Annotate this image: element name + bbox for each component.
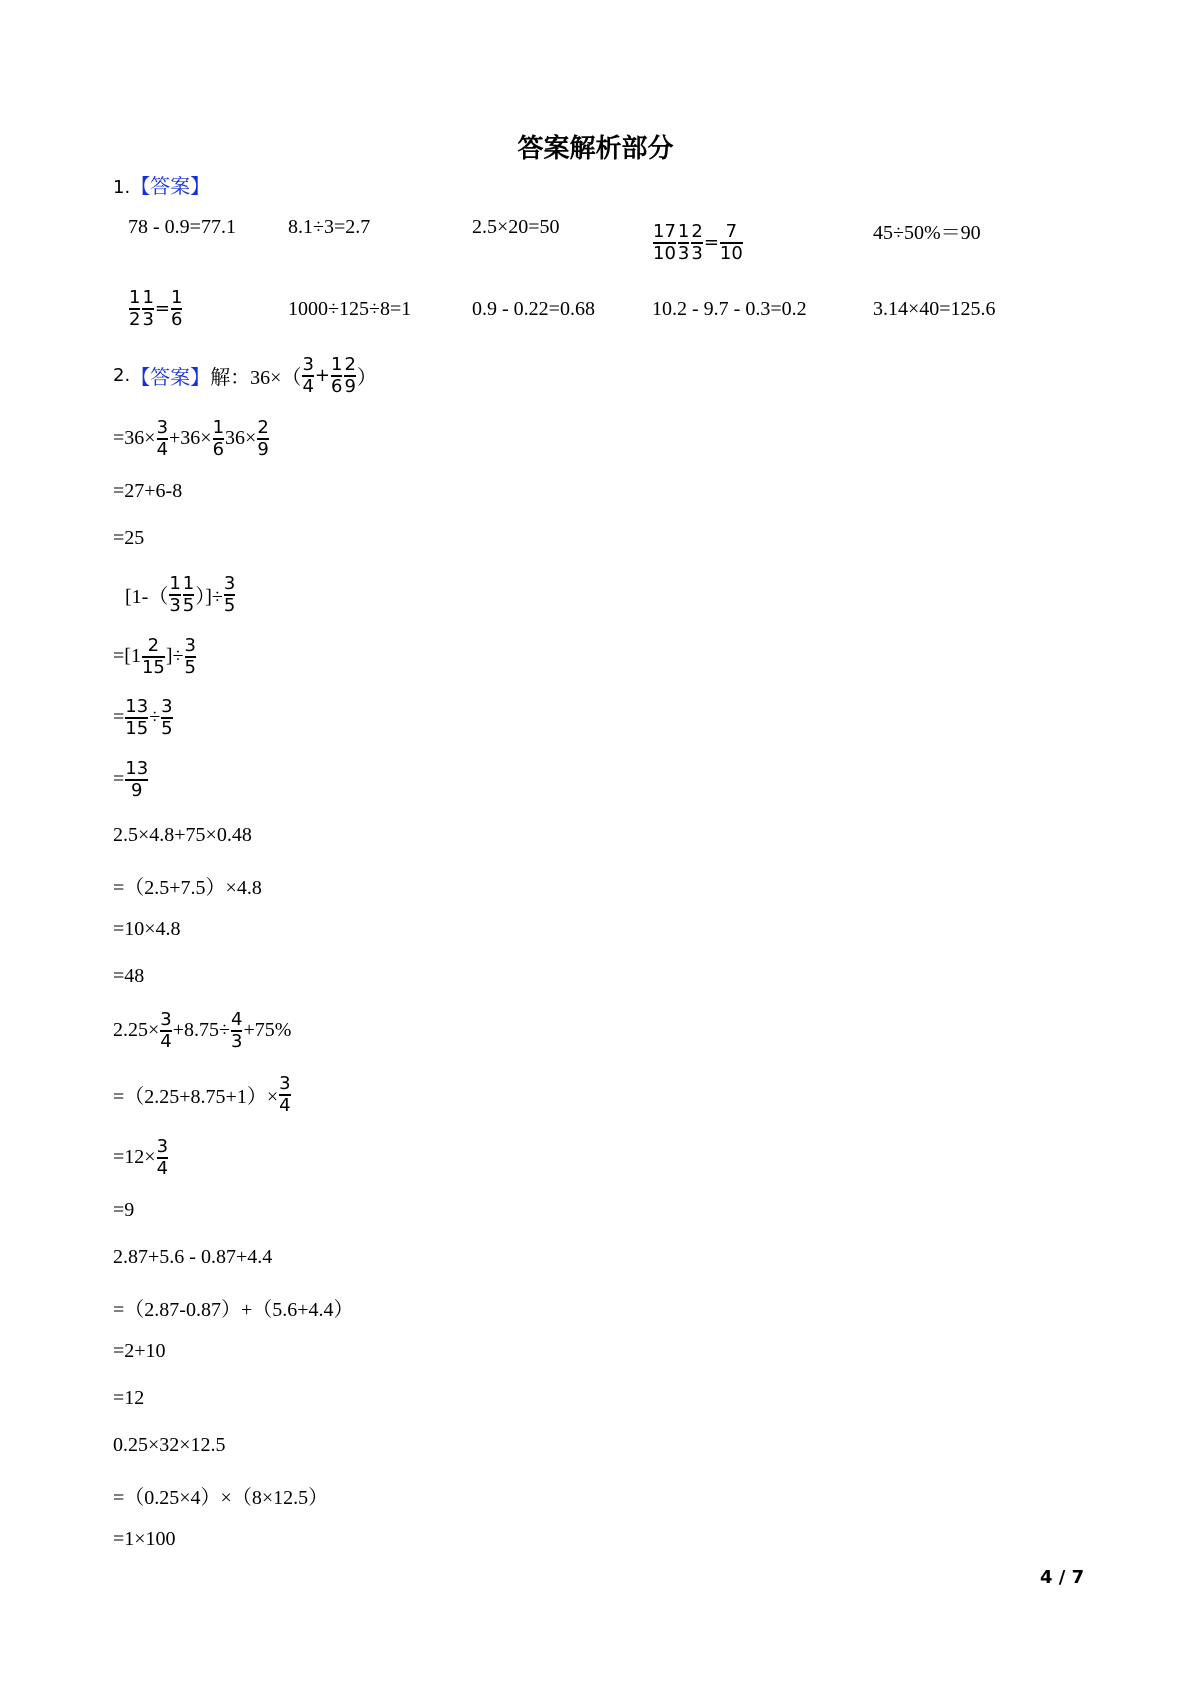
numerator: 3: [279, 1073, 291, 1094]
expression-text: =（2.25+8.75+1）×: [113, 1086, 279, 1109]
expression-text: [1-（: [125, 586, 169, 609]
expression-text: =12×: [113, 1146, 156, 1169]
numerator: 2: [691, 221, 703, 242]
denominator: 3: [169, 594, 181, 616]
q1-r1-c3: 2.5×20=50: [472, 216, 560, 238]
expression-text: +: [314, 365, 331, 387]
numerator: 2: [344, 354, 356, 375]
fraction: [224, 574, 235, 616]
q2-line-9: 2.5×4.8+75×0.48: [113, 824, 252, 846]
q1-r1-c1: 78 - 0.9=77.1: [128, 216, 236, 238]
numerator: 3: [184, 635, 196, 656]
q2-line-7: [113, 697, 174, 739]
fraction: [691, 222, 702, 264]
denominator: 3: [142, 308, 154, 330]
numerator: 1: [129, 287, 141, 308]
q2-line-2: [113, 418, 270, 460]
denominator: 4: [156, 438, 169, 460]
fraction: [183, 574, 194, 616]
denominator: 15: [125, 717, 149, 739]
q2-line-15: [113, 1137, 169, 1179]
q2-line-22: =（0.25×4）×（8×12.5）: [113, 1487, 329, 1509]
fraction: [185, 636, 196, 678]
solve-label: 解：36×（: [210, 367, 302, 390]
q1-header: [113, 170, 210, 199]
fraction: [171, 288, 182, 330]
fraction: [169, 574, 180, 616]
expression-text: ）]÷: [195, 586, 223, 609]
denominator: 5: [182, 594, 195, 616]
expression-text: =: [113, 706, 125, 729]
q2-line-20: =12: [113, 1387, 145, 1409]
q1-r2-c3: 0.9 - 0.22=0.68: [472, 298, 595, 320]
denominator: 2: [129, 308, 141, 330]
q1-answer-tag: 【答案】: [130, 176, 211, 198]
expression-text: =: [703, 232, 719, 254]
expression-text: +75%: [243, 1019, 292, 1042]
numerator: 1: [142, 287, 154, 308]
q1-r1-c2: 8.1÷3=2.7: [288, 216, 371, 238]
numerator: 1: [182, 573, 195, 594]
numerator: 3: [302, 354, 314, 375]
numerator: 2: [147, 635, 160, 656]
numerator: 13: [125, 758, 149, 779]
fraction: [160, 1010, 171, 1052]
fraction: [231, 1010, 242, 1052]
expression-text: ）: [356, 367, 377, 390]
denominator: 4: [160, 1030, 172, 1052]
denominator: 10: [719, 242, 743, 264]
q1-r1-c5: 45÷50%＝90: [873, 222, 981, 244]
q1-r1-c4: [652, 222, 744, 264]
q1-r2-c4: 10.2 - 9.7 - 0.3=0.2: [652, 298, 807, 320]
numerator: 1: [331, 354, 343, 375]
page-number: 4 / 7: [1040, 1567, 1085, 1588]
denominator: 4: [302, 375, 314, 397]
denominator: 9: [344, 375, 356, 397]
q2-line-12: =48: [113, 965, 145, 987]
expression-text: =: [154, 298, 170, 320]
denominator: 15: [141, 656, 165, 678]
numerator: 2: [257, 417, 269, 438]
q1-r2-c1: [128, 288, 183, 330]
expression-text: =: [113, 768, 125, 791]
fraction: [125, 697, 148, 739]
fraction: [157, 418, 168, 460]
numerator: 4: [231, 1009, 243, 1030]
denominator: 3: [691, 242, 703, 264]
denominator: 4: [156, 1157, 169, 1179]
expression-text: =36×: [113, 427, 156, 450]
q2-line-5: [125, 574, 236, 616]
numerator: 7: [725, 221, 738, 242]
fraction: [678, 222, 689, 264]
numerator: 13: [125, 696, 149, 717]
q2-line-18: =（2.87-0.87）+（5.6+4.4）: [113, 1299, 354, 1321]
numerator: 1: [169, 573, 181, 594]
denominator: 6: [212, 438, 225, 460]
q2-line-21: 0.25×32×12.5: [113, 1434, 226, 1456]
fraction: [125, 759, 148, 801]
numerator: 3: [161, 696, 173, 717]
expression-text: 36×: [225, 427, 257, 450]
numerator: 1: [212, 417, 225, 438]
fraction: [142, 288, 153, 330]
denominator: 5: [184, 656, 196, 678]
q2-line-10: =（2.5+7.5）×4.8: [113, 877, 262, 899]
fraction: [653, 222, 676, 264]
q2-line-6: [113, 636, 197, 678]
numerator: 3: [156, 417, 169, 438]
q2-header: [113, 355, 377, 397]
q1-r2-c2: 1000÷125÷8=1: [288, 298, 412, 320]
numerator: 3: [156, 1136, 169, 1157]
q2-answer-tag: 【答案】: [130, 367, 211, 390]
q2-line-14: [113, 1074, 292, 1116]
q2-line-17: 2.87+5.6 - 0.87+4.4: [113, 1246, 273, 1268]
q2-line-11: =10×4.8: [113, 918, 181, 940]
q2-line-13: [113, 1010, 291, 1052]
expression-text: +36×: [169, 427, 212, 450]
q2-number: 2.: [113, 365, 131, 387]
fraction: [157, 1137, 168, 1179]
denominator: 3: [677, 242, 690, 264]
expression-text: +8.75÷: [172, 1019, 230, 1042]
q2-line-16: =9: [113, 1199, 135, 1221]
expression-text: =[1: [113, 645, 141, 668]
denominator: 6: [331, 375, 343, 397]
denominator: 5: [223, 594, 236, 616]
fraction: [344, 355, 355, 397]
q1-number: 1.: [113, 177, 131, 198]
numerator: 1: [677, 221, 690, 242]
expression-text: 2.25×: [113, 1019, 160, 1042]
fraction: [129, 288, 140, 330]
denominator: 4: [279, 1094, 291, 1116]
q2-line-3: =27+6-8: [113, 480, 183, 502]
fraction: [331, 355, 342, 397]
fraction: [213, 418, 224, 460]
expression-text: ÷: [149, 706, 161, 729]
denominator: 9: [131, 779, 143, 801]
q2-line-4: =25: [113, 527, 145, 549]
q2-line-19: =2+10: [113, 1340, 166, 1362]
denominator: 3: [231, 1030, 243, 1052]
numerator: 3: [160, 1009, 172, 1030]
fraction: [302, 355, 313, 397]
denominator: 5: [161, 717, 173, 739]
denominator: 10: [653, 242, 676, 264]
numerator: 1: [171, 287, 183, 308]
expression-text: ]÷: [165, 645, 184, 668]
fraction: [161, 697, 172, 739]
numerator: 3: [223, 573, 236, 594]
numerator: 17: [653, 221, 676, 242]
page-title: 答案解析部分: [517, 134, 674, 164]
fraction: [279, 1074, 290, 1116]
denominator: 9: [257, 438, 269, 460]
fraction: [720, 222, 743, 264]
fraction: [142, 636, 165, 678]
q2-line-23: =1×100: [113, 1528, 176, 1550]
fraction: [257, 418, 268, 460]
denominator: 6: [171, 308, 183, 330]
q1-r2-c5: 3.14×40=125.6: [873, 298, 996, 320]
q2-line-8: [113, 759, 149, 801]
